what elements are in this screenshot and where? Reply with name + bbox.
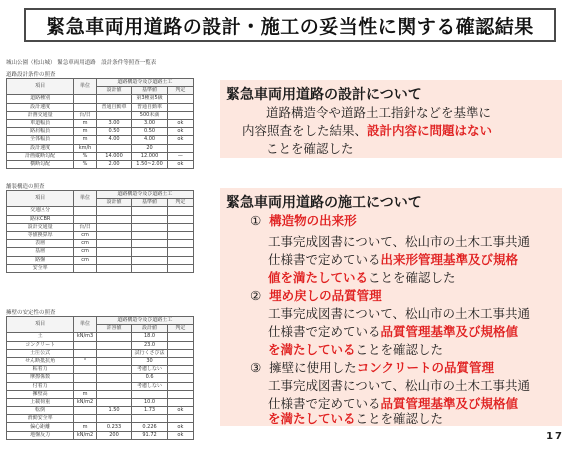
table-cell [167, 398, 193, 406]
table-cell [167, 111, 193, 119]
table-cell: 台/日 [74, 111, 96, 119]
table-cell [96, 390, 132, 398]
table-cell: 路肩幅員 [7, 128, 74, 136]
design-line-1: 道路構造令や道路土工指針などを基準に [266, 105, 492, 120]
design-line-2-text: 内容照査をした結果、 [242, 123, 368, 138]
table-row [7, 256, 194, 264]
table-cell [167, 264, 193, 272]
item-1-line-2 [268, 251, 518, 269]
item-1-heading [250, 212, 357, 230]
item-3-line-1: 工事完成図書について、松山市の土木工事共通 [268, 378, 531, 393]
header-cell: 道路構造令及び道路土工 [96, 79, 193, 87]
table-row [7, 111, 194, 119]
table-cell: 考慮しない [132, 366, 168, 374]
table-cell [96, 341, 132, 349]
table-cell [96, 240, 132, 248]
header-cell: 道路構造令及び道路土工 [96, 191, 193, 199]
design-panel-title: 緊急車両用道路の設計について [226, 87, 422, 103]
table-cell: km/h [74, 144, 96, 152]
header-cell: 基準値 [132, 199, 168, 207]
item-2-line-2-text: 仕様書で定めている [268, 324, 381, 339]
table-cell [167, 382, 193, 390]
item-1-line-1: 工事完成図書について、松山市の土木工事共通 [268, 234, 531, 249]
table-cell [74, 415, 96, 423]
pave-section-title: 舗装構造の照査 [6, 184, 45, 190]
table-cell [167, 415, 193, 423]
table-cell [132, 231, 168, 239]
table-cell: 12.000 [132, 152, 168, 160]
table-cell: 3.00 [132, 119, 168, 127]
table-cell [132, 415, 168, 423]
table-row [7, 231, 194, 239]
table-row [7, 128, 194, 136]
table-cell [167, 357, 193, 365]
table-row [7, 152, 194, 160]
table-header-row [7, 79, 194, 87]
header-cell: 設計値 [96, 199, 132, 207]
table-cell: 路床CBR [7, 215, 74, 223]
table-cell [96, 231, 132, 239]
table-header-row [7, 191, 194, 199]
header-cell: 道路構造令及び道路土工 [96, 317, 193, 325]
table-row [7, 333, 194, 341]
table-cell [96, 223, 132, 231]
table-cell [96, 398, 132, 406]
table-cell: 計画交通量 [7, 111, 74, 119]
table-cell: 摩擦係数 [7, 374, 74, 382]
table-cell: 4.00 [132, 136, 168, 144]
table-row [7, 136, 194, 144]
table-row [7, 349, 194, 357]
item-2-line-3-text: ことを確認した [355, 342, 444, 357]
table-cell [167, 333, 193, 341]
table-cell [167, 390, 193, 398]
table-cell: — [167, 152, 193, 160]
table-cell: ok [167, 128, 193, 136]
table-cell: kN/m3 [74, 333, 96, 341]
table-cell: cm [74, 248, 96, 256]
table-row [7, 207, 194, 215]
table-cell: 全体幅員 [7, 136, 74, 144]
table-cell: 設計速度 [7, 144, 74, 152]
table-cell [167, 240, 193, 248]
item-3-heading-text: 擁壁に使用した [269, 360, 357, 375]
table-cell: 路盤 [7, 256, 74, 264]
table-cell [96, 207, 132, 215]
table-row [7, 103, 194, 111]
table-cell: 台/日 [74, 223, 96, 231]
table-cell [96, 256, 132, 264]
table-cell [167, 231, 193, 239]
table-cell [96, 366, 132, 374]
table-cell [74, 95, 96, 103]
table-cell [74, 264, 96, 272]
table-cell: 交通区分 [7, 207, 74, 215]
table-cell [74, 349, 96, 357]
table-cell [96, 95, 132, 103]
table-row [7, 248, 194, 256]
table-cell: 0.50 [96, 128, 132, 136]
table-cell: m [74, 128, 96, 136]
table-cell: % [74, 160, 96, 168]
table-cell: 0.233 [96, 423, 132, 431]
table-cell: 表層 [7, 240, 74, 248]
header-cell: 許容値 [96, 325, 132, 333]
table-row [7, 341, 194, 349]
table-cell [96, 215, 132, 223]
table-cell: 計画縦断勾配 [7, 152, 74, 160]
table-cell [96, 111, 132, 119]
table-cell: cm [74, 231, 96, 239]
table-row [7, 423, 194, 431]
table-cell: kN/m2 [74, 398, 96, 406]
table-cell [74, 382, 96, 390]
header-cell: 項目 [7, 79, 74, 95]
table-row [7, 366, 194, 374]
table-cell: 土 [7, 333, 74, 341]
table-cell: 横断勾配 [7, 160, 74, 168]
table-cell: 23.0 [132, 341, 168, 349]
item-2-heading [250, 287, 382, 305]
table-cell: 10.0 [132, 398, 168, 406]
table-row [7, 398, 194, 406]
table-row [7, 119, 194, 127]
table-cell [167, 103, 193, 111]
table-row [7, 374, 194, 382]
table-cell: コンクリート [7, 341, 74, 349]
table-cell [74, 374, 96, 382]
pave-spec-table [6, 190, 194, 273]
table-row [7, 415, 194, 423]
design-line-3: ことを確認した [266, 141, 354, 156]
header-cell: 判定 [167, 87, 193, 95]
table-row [7, 144, 194, 152]
table-row [7, 407, 194, 415]
table-cell [167, 207, 193, 215]
table-cell: 上載荷重 [7, 398, 74, 406]
table-cell [96, 264, 132, 272]
table-cell: 擁壁高 [7, 390, 74, 398]
table-cell [132, 223, 168, 231]
table-cell: cm [74, 240, 96, 248]
table-row [7, 223, 194, 231]
table-cell: 普通自動車 [132, 103, 168, 111]
header-cell: 項目 [7, 191, 74, 207]
item-2-number: ② [250, 288, 262, 303]
table-row [7, 215, 194, 223]
item-2-line-2-highlight: 品質管理基準及び規格値 [380, 324, 519, 339]
table-cell: 30 [132, 357, 168, 365]
table-cell [132, 248, 168, 256]
table-cell [167, 349, 193, 357]
table-row [7, 390, 194, 398]
table-cell [132, 256, 168, 264]
table-cell: m [74, 136, 96, 144]
table-cell: 設計交通量 [7, 223, 74, 231]
item-3-heading-highlight: コンクリートの品質管理 [356, 360, 494, 375]
table-cell: 粘着力 [7, 366, 74, 374]
table-cell: 91.72 [132, 431, 168, 439]
table-cell [96, 357, 132, 365]
design-panel [220, 80, 562, 158]
table-cell [167, 374, 193, 382]
item-3-number: ③ [250, 360, 262, 375]
header-cell: 項目 [7, 317, 74, 333]
table-cell: 20 [132, 144, 168, 152]
table-cell [167, 144, 193, 152]
table-cell: 試行くさび法 [132, 349, 168, 357]
table-cell: 地盤反力 [7, 431, 74, 439]
table-row [7, 264, 194, 272]
table-cell: 設計速度 [7, 103, 74, 111]
table-header-row [7, 317, 194, 325]
table-cell [167, 215, 193, 223]
table-cell: 0.50 [132, 128, 168, 136]
table-cell: ok [167, 407, 193, 415]
table-cell: m [74, 119, 96, 127]
table-cell: 3.00 [96, 119, 132, 127]
table-cell [74, 341, 96, 349]
table-cell: 等値換算厚 [7, 231, 74, 239]
item-2-heading-text: 埋め戻しの品質管理 [269, 288, 382, 303]
table-cell [74, 103, 96, 111]
construction-panel-title: 緊急車両用道路の施工について [226, 195, 422, 211]
table-row [7, 240, 194, 248]
table-cell: 1.73 [132, 407, 168, 415]
table-cell [167, 256, 193, 264]
header-cell: 設計値 [96, 87, 132, 95]
table-cell: ok [167, 423, 193, 431]
table-cell [132, 215, 168, 223]
item-1-line-2-text: 仕様書で定めている [268, 252, 381, 267]
item-2-line-3 [268, 341, 443, 359]
table-cell: 4.00 [96, 136, 132, 144]
table-row [7, 431, 194, 439]
table-cell [167, 95, 193, 103]
item-1-line-3-highlight: 値を満たしている [268, 270, 369, 285]
wall-section-title: 擁壁の安定性の照査 [6, 310, 56, 316]
slide-title: 緊急車両用道路の設計・施工の妥当性に関する確認結果 [24, 8, 556, 42]
table-cell: ok [167, 431, 193, 439]
table-cell [132, 240, 168, 248]
item-1-heading-text: 構造物の出来形 [269, 213, 357, 228]
table-cell: kN/m2 [74, 431, 96, 439]
table-cell: 車道幅員 [7, 119, 74, 127]
road-spec-table [6, 78, 194, 169]
item-2-line-1: 工事完成図書について、松山市の土木工事共通 [268, 306, 531, 321]
table-cell: 普通自動車 [96, 103, 132, 111]
table-cell: m [74, 390, 96, 398]
table-cell: 道路種別 [7, 95, 74, 103]
table-row [7, 95, 194, 103]
table-cell: 付着力 [7, 382, 74, 390]
table-cell: ok [167, 136, 193, 144]
table-cell: cm [74, 256, 96, 264]
table-cell: ok [167, 119, 193, 127]
table-row [7, 160, 194, 168]
header-cell: 判定 [167, 325, 193, 333]
table-cell: 1.50~2.00 [132, 160, 168, 168]
doc-header: 城山公園（松山城） 緊急車両用道路 設計条件等照査一覧表 [6, 60, 157, 66]
table-cell [96, 415, 132, 423]
table-cell: 500未満 [132, 111, 168, 119]
table-cell: せん断抵抗角 [7, 357, 74, 365]
table-cell [74, 366, 96, 374]
item-3-line-3-highlight: を満たしている [268, 411, 356, 426]
design-line-2-highlight: 設計内容に問題はない [367, 123, 493, 138]
road-section-title: 道路設計条件の照査 [6, 72, 56, 78]
table-cell [96, 382, 132, 390]
table-cell [96, 349, 132, 357]
table-cell: 0.6 [132, 374, 168, 382]
table-cell: 滑動安全率 [7, 415, 74, 423]
table-cell [74, 207, 96, 215]
table-cell [74, 407, 96, 415]
header-cell: 基準値 [132, 87, 168, 95]
table-cell [167, 223, 193, 231]
page-number: 17 [546, 431, 564, 442]
table-cell [96, 144, 132, 152]
item-2-line-3-highlight: を満たしている [268, 342, 356, 357]
header-cell: 判定 [167, 199, 193, 207]
header-cell: 設計値 [132, 325, 168, 333]
item-3-line-3 [268, 410, 443, 428]
table-cell: ° [74, 357, 96, 365]
wall-spec-table [6, 316, 194, 440]
table-cell: 基層 [7, 248, 74, 256]
table-cell [132, 207, 168, 215]
table-cell: % [74, 152, 96, 160]
table-cell [96, 374, 132, 382]
table-cell: 考慮しない [132, 382, 168, 390]
item-3-line-3-text: ことを確認した [355, 411, 444, 426]
table-cell: 2.00 [96, 160, 132, 168]
item-1-line-3-text: ことを確認した [368, 270, 456, 285]
header-cell: 単位 [74, 79, 96, 95]
table-cell: 転倒 [7, 407, 74, 415]
table-cell [167, 366, 193, 374]
item-1-line-2-highlight: 出来形管理基準及び規格 [380, 252, 519, 267]
table-cell [74, 215, 96, 223]
design-line-2 [242, 122, 492, 140]
table-cell [167, 341, 193, 349]
table-cell: 200 [96, 431, 132, 439]
table-cell [132, 390, 168, 398]
item-2-line-2 [268, 323, 518, 341]
table-cell: 18.0 [132, 333, 168, 341]
table-cell: 1.50 [96, 407, 132, 415]
item-1-number: ① [250, 213, 262, 228]
table-cell: 0.226 [132, 423, 168, 431]
table-cell [132, 264, 168, 272]
item-3-line-2-highlight: 品質管理基準及び規格値 [380, 396, 519, 411]
table-row [7, 357, 194, 365]
item-3-heading [250, 359, 494, 377]
table-cell: 土圧公式 [7, 349, 74, 357]
table-cell: 第3種第5級 [132, 95, 168, 103]
table-cell [96, 333, 132, 341]
table-cell: 安全率 [7, 264, 74, 272]
table-row [7, 382, 194, 390]
table-cell [96, 248, 132, 256]
construction-panel [220, 188, 562, 426]
table-cell: 14.000 [96, 152, 132, 160]
table-cell [167, 248, 193, 256]
table-cell: ok [167, 160, 193, 168]
item-3-line-2-text: 仕様書で定めている [268, 396, 381, 411]
header-cell: 単位 [74, 317, 96, 333]
table-cell: m [74, 423, 96, 431]
header-cell: 単位 [74, 191, 96, 207]
table-cell: 偏心距離 [7, 423, 74, 431]
item-1-line-3 [268, 269, 456, 287]
